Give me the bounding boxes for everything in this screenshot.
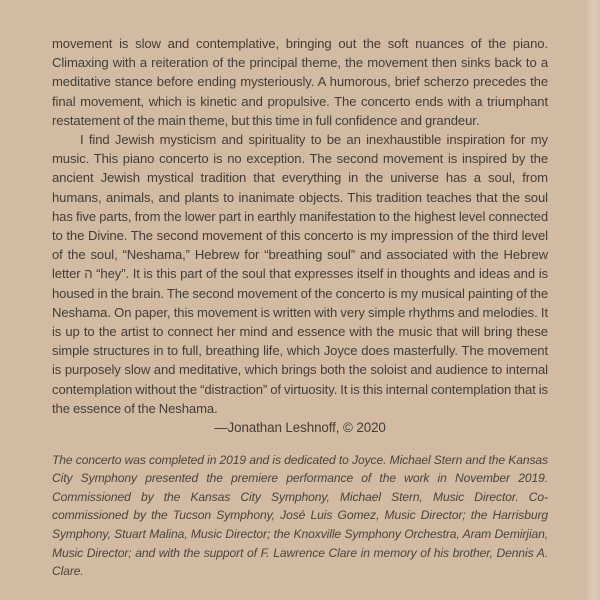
page-edge-highlight	[586, 0, 600, 600]
program-notes-paragraph-1: movement is slow and contemplative, bringing out the soft nuances of the piano. Climaxing with a reiteration of the principal theme, the movement then sinks back to a meditative stance before ending mysteriously. A humorous, brief scherzo precedes the final movement, which is kinetic and propulsive. The concerto ends with a triumphant restatement of the main theme, but this time in full confidence and grandeur.	[52, 36, 548, 128]
liner-notes	[52, 34, 548, 581]
program-notes-paragraph-2: I find Jewish mysticism and spirituality to be an inexhaustible inspiration for my music. This piano concerto is no exception. The second movement is inspired by the ancient Jewish mystical tradition that everything in the universe has a soul, from humans, animals, and plants to inanimate objects. This tradition teaches that the soul has five parts, from the lower part in earthly manifestation to the highest level connected to the Divine. The second movement of this concerto is my impression of the third level of the soul, “Neshama,” Hebrew for “breathing soul” and associated with the Hebrew letter ה “hey”. It is this part of the soul that expresses itself in thoughts and ideas and is housed in the brain. The second movement of the concerto is my musical painting of the Neshama. On paper, this movement is written with very simple rhythms and melodies. It is up to the artist to connect her mind and essence with the music that will bring these simple structures in to full, breathing life, which Joyce does masterfully. The movement is purposely slow and meditative, which brings both the soloist and audience to internal contemplation without the “distraction” of virtuosity. It is this internal contemplation that is the essence of the Neshama.	[52, 132, 548, 416]
attribution-line: —Jonathan Leshnoff, © 2020	[214, 420, 386, 436]
footnote-paragraph: The concerto was completed in 2019 and is dedicated to Joyce. Michael Stern and the Kansas City Symphony presented the premiere performance of the work in November 2019. Commissioned by the Kansas City Symphony, Michael Stern, Music Director. Co-commissioned by the Tucson Symphony, José Luis Gomez, Music Director; the Harrisburg Symphony, Stuart Malina, Music Director; the Knoxville Symphony Orchestra, Aram Demirjian, Music Director; and with the support of F. Lawrence Clare in memory of his brother, Dennis A. Clare.	[52, 452, 548, 579]
